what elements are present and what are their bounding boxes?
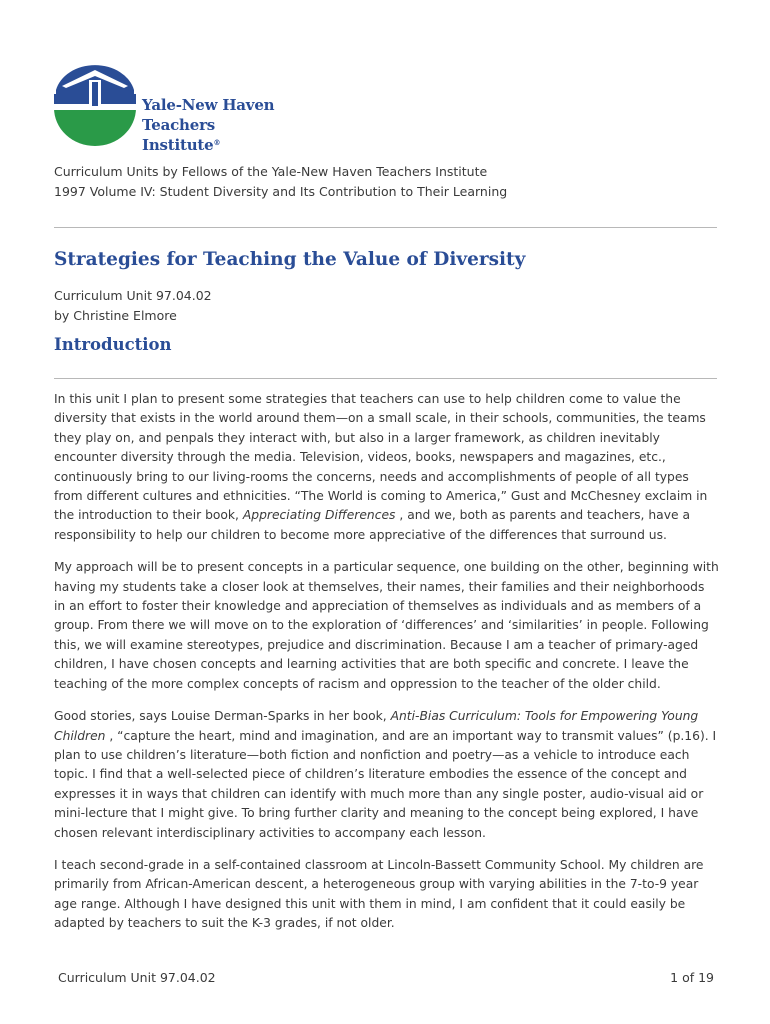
paragraph-1 — [54, 390, 719, 545]
paragraph-1-text-b: , and we, both as parents and teachers, have a responsibility to help our children to become more appreciative of the differences that surround us. — [54, 508, 690, 542]
logo-wordmark — [142, 95, 292, 155]
logo-emblem-icon — [52, 56, 138, 148]
unit-number: Curriculum Unit 97.04.02 — [54, 288, 212, 303]
unit-meta — [54, 286, 212, 326]
logo-line-2-text: Teachers Institute — [142, 116, 216, 154]
series-line-1: Curriculum Units by Fellows of the Yale-New Haven Teachers Institute — [54, 164, 488, 179]
footer-unit: Curriculum Unit 97.04.02 — [58, 970, 216, 985]
page-title: Strategies for Teaching the Value of Diversity — [54, 249, 526, 270]
series-line-2: 1997 Volume IV: Student Diversity and Its Contribution to Their Learning — [54, 184, 508, 199]
institute-logo — [52, 56, 292, 154]
divider-top — [54, 227, 717, 228]
section-heading: Introduction — [54, 335, 172, 354]
article-body — [54, 390, 719, 947]
book-title-appreciating-differences: Appreciating Differences — [242, 508, 396, 523]
author-byline: by Christine Elmore — [54, 308, 177, 323]
paragraph-3 — [54, 707, 719, 843]
paragraph-4: I teach second-grade in a self-contained classroom at Lincoln-Bassett Community School. My children are primarily from African-American descent, a heterogeneous group with varying abilities in the 7-to-9 year age range. Although I have designed this unit with them in mind, I am confident that it could easily be adapted by teachers to suit the K-3 grades, if not older. — [54, 857, 704, 931]
paragraph-3-text-a: Good stories, says Louise Derman-Sparks in her book, — [54, 709, 387, 724]
paragraph-3-text-b: , “capture the heart, mind and imagination, and are an important way to transmit values” (p.16). I plan to use children’s literature—both fiction and nonfiction and poetry—as a vehicle to introduce each topic. I find that a well-selected piece of children’s literature embodies the essence of the concept and expresses it in ways that children can identify with much more than any single poster, audio-visual aid or mini-lecture that I might give. To bring further clarity and meaning to the concept being explored, I have chosen relevant interdisciplinary activities to accompany each lesson. — [54, 728, 717, 840]
book-title-anti-bias: Anti-Bias Curriculum: Tools for Empowering Young Children — [54, 709, 699, 743]
paragraph-1-text-a: In this unit I plan to present some strategies that teachers can use to help children come to value the diversity that exists in the world around them—on a small scale, in their schools, communities, the teams they play on, and penpals they interact with, but also in a larger framework, as children inevitably encounter diversity through the media. Television, videos, books, newspapers and magazines, etc., continuously bring to our living-rooms the concerns, needs and accomplishments of people of all types from different cultures and ethnicities. “The World is coming to America,” Gust and McChesney exclaim in the introduction to their book, — [54, 392, 708, 523]
logo-line-2 — [142, 115, 292, 155]
paragraph-2: My approach will be to present concepts in a particular sequence, one building on the other, beginning with having my students take a closer look at themselves, their names, their families and their neighborhoods in an effort to foster their knowledge and appreciation of themselves as individuals and as members of a group. From there we will move on to the exploration of ‘differences’ and ‘similarities’ in people. Following this, we will examine stereotypes, prejudice and discrimination. Because I am a teacher of primary-aged children, I have chosen concepts and learning activities that are both specific and concrete. I leave the teaching of the more complex concepts of racism and oppression to the teacher of the older child. — [54, 560, 719, 691]
series-info — [54, 162, 507, 202]
logo-line-1: Yale-New Haven — [142, 96, 275, 114]
divider-section — [54, 378, 717, 379]
registered-mark: ® — [213, 138, 221, 147]
page-number: 1 of 19 — [670, 970, 714, 985]
